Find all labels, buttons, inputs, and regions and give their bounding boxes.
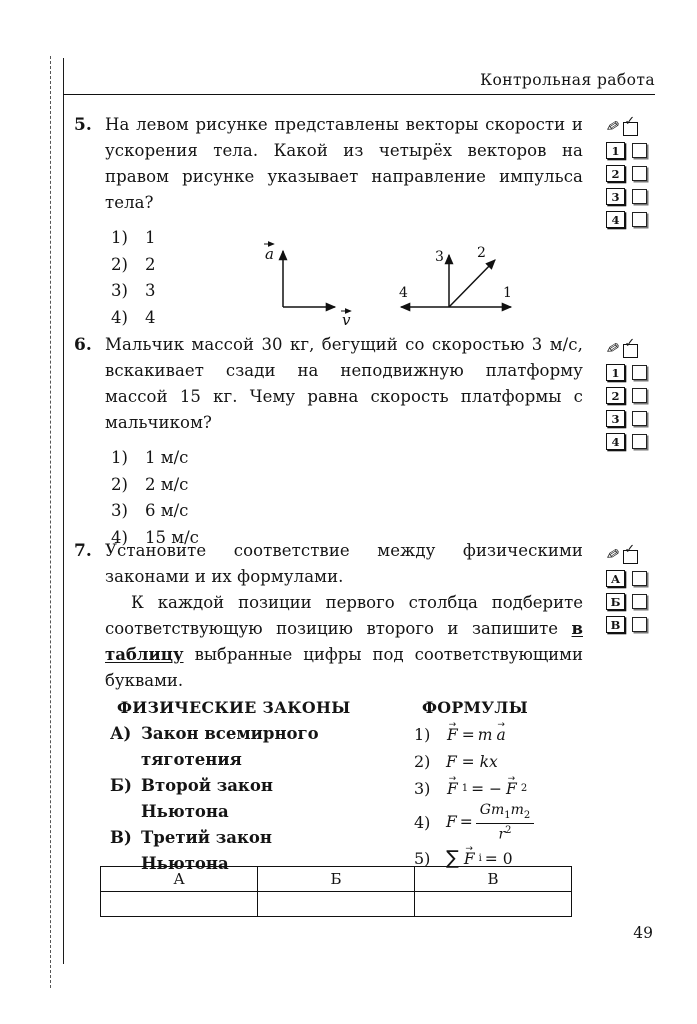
pen-icon: ✎ [604,115,622,138]
question-7 [63,538,587,877]
accel-vector-label: a [265,245,274,263]
q6-mark-row-4 [606,433,654,450]
question-6-text: Мальчик массой 30 кг, бегущий со скоростью 3 м/с, вскакивает сзади на неподвижную платформу массой 15 кг. Чему равна скорость платформы с мальчиком? [105,335,583,432]
question-5-number: 5. [74,115,92,135]
formula-newton2 [446,726,507,744]
q5-margin-marks [604,114,654,234]
question-7-number: 7. [74,541,92,561]
option-value: 15 м/с [145,527,199,547]
arrow-3-label: 3 [435,249,444,265]
q5-answer-label-1: 1 [606,142,625,159]
subscript-1: 1 [504,810,511,822]
option-label: 1) [111,448,128,467]
q5-grade-checkbox[interactable] [623,114,638,136]
q5-answer-checkbox-2[interactable] [632,166,647,181]
formula-hooke [446,753,498,771]
formula-newton3 [446,780,527,798]
mass-symbol: m [477,725,493,744]
check-icon: ✓ [624,336,636,351]
denominator-r: r [498,826,506,843]
q7-mark-row-a [606,570,654,587]
answer-table-input-row [101,892,572,917]
vector-F2: → F [505,780,518,798]
q7-answer-label-v: В [606,616,625,633]
q6-mark-row-2 [606,387,654,404]
q6-answer-label-2: 2 [606,387,625,404]
arrow-1-label: 1 [503,285,512,301]
numerator-m: m [510,802,524,819]
option-value: 2 [145,254,156,274]
force-symbol: F [446,813,457,832]
instruction-post: выбранные цифры под соответствующими буквами. [105,645,583,690]
q5-answer-checkbox-4[interactable] [632,212,647,227]
check-icon: ✓ [624,114,636,129]
page-number: 49 [633,924,653,942]
formulas-column-header: ФОРМУЛЫ [422,698,528,717]
option-label: 1) [111,228,128,247]
vector-F1: → F [446,780,459,798]
option-value: 1 [145,228,156,247]
formula-number: 4) [414,813,431,832]
q6-answer-label-4: 4 [606,433,625,450]
law-label: Б) [110,776,132,795]
arrow-diagonal-2 [449,260,495,307]
equals-sign: = [459,813,473,832]
q7-answer-checkbox-v[interactable] [632,617,647,632]
question-5-body [105,112,583,331]
option-label: 3) [111,501,128,520]
law-text: Второй закон Ньютона [141,776,273,821]
q5-answer-label-2: 2 [606,165,625,182]
match-columns [105,694,583,877]
option-value: 1 м/с [145,448,189,467]
arrow-4-label: 4 [399,285,408,301]
question-6-options-area [105,445,583,551]
option-row [105,498,583,525]
running-header: Контрольная работа [480,71,655,89]
formula-number: 3) [414,779,431,798]
option-row [105,472,583,499]
instruction-pre: К каждой позиции первого столбца подберите соответствующую позицию второго и запишите [105,593,583,638]
law-label: А) [110,724,132,743]
answer-table-header-v: В [415,867,572,892]
formula-row-1 [408,721,534,748]
arrow-2-label: 2 [477,245,486,261]
option-label: 4) [111,307,128,327]
q5-mark-row-4 [606,211,654,228]
instruction-underlined: в таблицу [105,619,583,664]
vector-Fi: → F [463,850,476,868]
q7-margin-marks [604,542,654,639]
law-row-b [105,773,400,825]
sum-symbol: ∑ [446,847,459,869]
q6-answer-label-3: 3 [606,410,625,427]
exponent-2: 2 [505,824,512,836]
question-5-options-area [105,225,583,331]
q7-answer-checkbox-a[interactable] [632,571,647,586]
question-7-instruction [105,590,583,694]
pen-icon: ✎ [604,337,622,360]
momentum-options-diagram [393,243,519,329]
law-label: В) [110,828,132,847]
q5-mark-row-2 [606,165,654,182]
question-6 [63,332,587,551]
question-5-text: На левом рисунке представлены векторы скорости и ускорения тела. Какой из четырёх векторов на правом рисунке указывает направление импульса тела? [105,115,583,212]
formula-number: 2) [414,752,431,771]
subscript-1: 1 [461,783,469,794]
q6-answer-label-1: 1 [606,364,625,381]
cut-dashed-line [50,56,51,988]
option-value: 4 [145,307,156,327]
q7-grade-checkbox[interactable] [623,542,638,564]
q5-mark-row-3 [606,188,654,205]
q6-grade-row [604,336,654,360]
q6-answer-checkbox-4[interactable] [632,434,647,449]
answer-table-header-a: А [101,867,258,892]
q6-grade-checkbox[interactable] [623,336,638,358]
option-label: 2) [111,474,128,494]
option-value: 6 м/с [145,501,189,520]
q6-margin-marks [604,336,654,456]
pen-icon: ✎ [604,543,622,566]
laws-column-header: ФИЗИЧЕСКИЕ ЗАКОНЫ [117,698,351,717]
option-value: 3 [145,281,156,300]
q5-answer-checkbox-1[interactable] [632,143,647,158]
q5-mark-row-1 [606,142,654,159]
q5-answer-checkbox-3[interactable] [632,189,647,204]
answer-table-header-row [101,867,572,892]
formula-row-3 [408,775,534,802]
equals-minus: = − [471,779,503,798]
numerator-Gm: Gm [479,802,505,819]
q7-answer-checkbox-b[interactable] [632,594,647,609]
formula-gravitation [446,802,534,842]
vector-F: → F [446,726,459,744]
fraction [476,802,535,842]
q6-mark-row-1 [606,364,654,381]
answer-table [100,866,572,917]
formula-number: 1) [414,725,431,744]
option-value: 2 м/с [145,474,189,494]
question-6-options [105,445,583,551]
formula-number: 5) [414,849,431,868]
equals-sign: = [461,725,475,744]
laws-column [105,694,400,877]
option-label: 2) [111,254,128,274]
velocity-vector-label: v [342,311,351,329]
subscript-i: i [478,853,482,864]
question-6-body [105,332,583,551]
q7-mark-row-v [606,616,654,633]
vector-a: → a [495,726,506,744]
q5-answer-label-3: 3 [606,188,625,205]
q7-answer-label-a: А [606,570,625,587]
formula-row-2 [408,748,534,775]
q7-answer-label-b: Б [606,593,625,610]
option-label: 4) [111,527,128,547]
subscript-2: 2 [520,783,528,794]
q6-answer-checkbox-2[interactable] [632,388,647,403]
question-7-body [105,538,583,877]
law-row-a [105,721,400,773]
subscript-2: 2 [523,810,531,822]
answer-cell-v[interactable] [415,892,572,917]
answer-cell-a[interactable] [101,892,258,917]
answer-table-header-b: Б [258,867,415,892]
option-row [105,445,583,472]
answer-cell-b[interactable] [258,892,415,917]
q7-mark-row-b [606,593,654,610]
header-rule [63,94,655,95]
question-7-text: Установите соответствие между физическими законами и их формулами. [105,541,583,586]
equals-zero: = 0 [484,849,513,868]
formulas-column [408,694,534,877]
hooke-expression: F = kx [446,752,498,771]
law-text: Третий закон Ньютона [141,828,272,873]
question-6-number: 6. [74,335,92,355]
q6-mark-row-3 [606,410,654,427]
law-text: Закон всемирного тяготения [141,724,319,769]
q5-answer-label-4: 4 [606,211,625,228]
formula-row-4 [408,802,534,843]
q5-grade-row [604,114,654,138]
question-5 [63,112,587,331]
q6-answer-checkbox-1[interactable] [632,365,647,380]
q6-answer-checkbox-3[interactable] [632,411,647,426]
option-label: 3) [111,281,128,300]
q7-grade-row [604,542,654,566]
velocity-acceleration-diagram [253,235,365,329]
check-icon: ✓ [624,542,636,557]
